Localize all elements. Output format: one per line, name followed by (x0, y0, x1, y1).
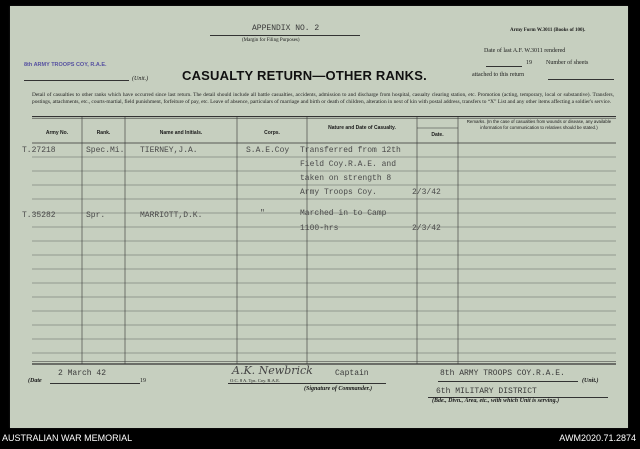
caption-left: AUSTRALIAN WAR MEMORIAL (2, 433, 133, 443)
header-remarks: Remarks. (In the case of casualties from wounds or disease, any available information for communication to relatives should be stated.) (466, 119, 612, 130)
date-last-rule (486, 66, 522, 67)
header-army-no: Army No. (45, 130, 69, 136)
header-nature: Nature and Date of Casualty. (328, 125, 396, 131)
appendix-label: APPENDIX NO. 2 (252, 24, 320, 33)
cell-nature: Marched in to Camp (300, 209, 387, 218)
intro-paragraph: Detail of casualties to other ranks which have occurred since last return. The detail should include all battle casualties, accidents, admission to and discharge from hospital, casualty clearing station, etc. Promotion (acting, temporary, local or substantive). Transfers, postings, attachments, etc., courts-martial, field punishment, forfeiture of pay, etc. Leave of absence, particulars of marriage and birth or death of children, alteration in next of kin with postal address, transfers to “X” List and any other items affecting a soldier's service. (32, 92, 614, 105)
form-reference: Army Form W.3011 (Books of 100). (510, 28, 586, 33)
cell-corps: S.A.E.Coy (246, 146, 290, 155)
signature-label: (Signature of Commander.) (304, 386, 373, 392)
cell-nature: Army Troops Coy. (300, 188, 377, 197)
header-rank: Rank. (96, 130, 111, 136)
cell-date: 2/3/42 (412, 188, 441, 197)
attached-label: attached to this return (472, 72, 525, 78)
appendix-rule (210, 35, 360, 36)
signature-rule (228, 383, 386, 384)
cell-nature: Transferred from 12th (300, 146, 401, 155)
cell-nature: Field Coy.R.A.E. and (300, 160, 397, 169)
date-year: 19 (140, 378, 146, 384)
cell-date: 2/3/42 (412, 224, 441, 233)
unit-value-rule (438, 381, 578, 382)
district-label: (Bde., Divn., Area, etc., with which Unit is serving.) (432, 398, 560, 404)
cell-nature: 1100-hrs (300, 224, 339, 233)
cell-name: MARRIOTT,D.K. (140, 211, 203, 220)
cell-rank: Spec.Mi. (86, 146, 125, 155)
margin-note: (Margin for Filing Purposes) (242, 38, 300, 43)
district-value: 6th MILITARY DISTRICT (436, 387, 537, 396)
date-last-label: Date of last A.F. W.3011 rendered (484, 48, 566, 54)
header-corps: Corps. (264, 130, 280, 136)
cell-army-no: T.27218 (22, 146, 56, 155)
date-label: (Date (28, 378, 42, 384)
cell-army-no: T.35282 (22, 211, 56, 220)
date-value: 2 March 42 (58, 369, 107, 378)
unit-rule (24, 80, 129, 81)
number-sheets-label: Number of sheets (546, 60, 589, 66)
page-title: CASUALTY RETURN—OTHER RANKS. (182, 68, 427, 83)
commander-signature: A.K. Newbrick (232, 364, 313, 377)
signature-rank: Captain (335, 369, 369, 378)
cell-name: TIERNEY,J.A. (140, 146, 198, 155)
document-sheet (10, 6, 628, 428)
date-rule (50, 383, 140, 384)
signature-stamp: O.C. 8 A. Tps. Coy. R.A.E. (230, 378, 281, 383)
date-last-year: 19 (526, 60, 532, 66)
caption-right: AWM2020.71.2874 (559, 433, 636, 443)
unit-label: (Unit.) (132, 76, 149, 82)
unit-value-label: (Unit.) (582, 378, 599, 384)
attached-rule (548, 79, 614, 80)
cell-rank: Spr. (86, 211, 106, 220)
header-date: Date. (431, 132, 444, 138)
unit-value: 8th ARMY TROOPS COY.R.A.E. (440, 369, 565, 378)
cell-nature: taken on strength 8 (300, 174, 392, 183)
unit-stamp: 8th ARMY TROOPS COY, R.A.E. (24, 62, 107, 68)
header-name: Name and Initials. (159, 130, 203, 136)
cell-corps: " (260, 209, 265, 218)
